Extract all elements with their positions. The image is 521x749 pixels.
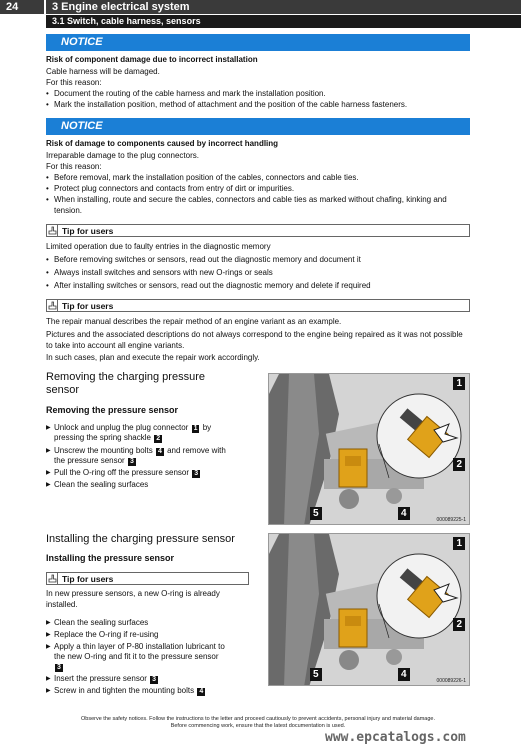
installing-section-title: Installing the charging pressure sensor xyxy=(46,533,235,545)
callout-key: 1 xyxy=(193,425,198,432)
removing-subtitle: Removing the pressure sensor xyxy=(46,405,179,415)
notice-2-line2: For this reason: xyxy=(46,162,102,171)
notice-label: NOTICE xyxy=(61,120,103,132)
notice-1-line1: Cable harness will be damaged. xyxy=(46,67,160,76)
figure-callout-4: 4 xyxy=(398,668,410,681)
tip-box-3 xyxy=(46,572,249,585)
tip-1-bullet: • Always install switches and sensors with new O-rings or seals xyxy=(46,267,470,278)
tip-1-bullet: • After installing switches or sensors, read out the diagnostic memory and delete if required xyxy=(46,280,470,291)
figure-callout-5: 5 xyxy=(310,668,322,681)
notice-label: NOTICE xyxy=(61,36,103,48)
figure-code: 000089225-1 xyxy=(436,517,466,523)
installing-step: ▶ Insert the pressure sensor 3 xyxy=(46,674,261,684)
section-title: 3.1 Switch, cable harness, sensors xyxy=(46,15,521,28)
notice-banner-2 xyxy=(46,118,470,135)
tip-label: Tip for users xyxy=(62,226,114,236)
notice-1-title: Risk of component damage due to incorrect installation xyxy=(46,55,258,64)
footer-line-1: Observe the safety notices. Follow the instructions to the letter and proceed cautiously to prevent accidents, personal injury and material damage. xyxy=(80,716,436,722)
installing-figure xyxy=(268,533,470,686)
removing-section-title: Removing the charging pressure sensor xyxy=(46,371,205,396)
callout-key: 3 xyxy=(194,470,199,477)
tip-label: Tip for users xyxy=(62,301,114,311)
installing-subtitle: Installing the pressure sensor xyxy=(46,553,175,563)
hand-pointer-icon xyxy=(47,573,58,584)
removing-step: ▶ Clean the sealing surfaces xyxy=(46,480,261,490)
tip-box-2 xyxy=(46,299,470,312)
hand-pointer-icon xyxy=(47,225,58,236)
installing-step: ▶ Clean the sealing surfaces xyxy=(46,618,261,628)
figure-callout-2: 2 xyxy=(453,458,465,471)
notice-2-title: Risk of damage to components caused by incorrect handling xyxy=(46,139,279,148)
page-header xyxy=(0,0,521,30)
callout-key: 3 xyxy=(57,664,61,671)
tip-label: Tip for users xyxy=(62,574,114,584)
removing-step: ▶ Pull the O-ring off the pressure sensor 3 xyxy=(46,468,261,478)
notice-2-line1: Irreparable damage to the plug connectors. xyxy=(46,151,199,160)
page-number: 24 xyxy=(0,0,44,14)
notice-banner-1 xyxy=(46,34,470,51)
tip-box-1 xyxy=(46,224,470,237)
figure-code: 000089226-1 xyxy=(436,678,466,684)
installing-tip-text: In new pressure sensors, a new O-ring is already installed. xyxy=(46,589,220,609)
notice-1-bullet: • Document the routing of the cable harness and mark the installation position. xyxy=(46,88,470,99)
watermark: www.epcatalogs.com xyxy=(325,730,466,745)
callout-key: 3 xyxy=(129,458,134,465)
tip-2-line3: In such cases, plan and execute the repair work accordingly. xyxy=(46,353,260,362)
notice-1-line2: For this reason: xyxy=(46,78,102,87)
figure-callout-2: 2 xyxy=(453,618,465,631)
page-footer xyxy=(46,716,470,730)
tip-1-bullet: • Before removing switches or sensors, read out the diagnostic memory and document it xyxy=(46,254,470,265)
installing-step: ▶ Replace the O-ring if re-using xyxy=(46,630,261,640)
footer-line-2: Before commencing work, ensure that the latest documentation is used. xyxy=(170,723,346,729)
figure-callout-1: 1 xyxy=(453,377,465,390)
notice-2-bullet: • Protect plug connectors and contacts from entry of dirt or impurities. xyxy=(46,183,470,194)
hand-pointer-icon xyxy=(47,300,58,311)
tip-2-line2: Pictures and the associated descriptions do not always correspond to the engine being repaired as it was not possible to take into account all engine variants. xyxy=(46,330,463,350)
callout-key: 4 xyxy=(199,688,204,695)
removing-step: ▶ Unlock and unplug the plug connector 1 by pressing the spring shackle 2 xyxy=(46,423,261,443)
installing-step: ▶ Screw in and tighten the mounting bolts 4 xyxy=(46,686,261,696)
notice-2-bullet: • When installing, route and secure the cables, connectors and cable ties as marked without chafing, kinking and tension. xyxy=(46,194,466,216)
figure-callout-4: 4 xyxy=(398,507,410,520)
removing-figure xyxy=(268,373,470,525)
callout-key: 4 xyxy=(157,448,162,455)
notice-2-bullet: • Before removal, mark the installation position of the cables, connectors and cable ties. xyxy=(46,172,470,183)
callout-key: 2 xyxy=(156,435,161,442)
tip-1-line1: Limited operation due to faulty entries in the diagnostic memory xyxy=(46,242,271,251)
figure-callout-1: 1 xyxy=(453,537,465,550)
chapter-title: 3 Engine electrical system xyxy=(46,0,521,14)
installing-step: ▶ Apply a thin layer of P-80 installation lubricant to the new O-ring and fit it to the pressure sensor 3 xyxy=(46,642,261,672)
removing-step: ▶ Unscrew the mounting bolts 4 and remove with the pressure sensor 3 xyxy=(46,446,261,466)
figure-callout-5: 5 xyxy=(310,507,322,520)
tip-2-line1: The repair manual describes the repair method of an engine variant as an example. xyxy=(46,317,342,326)
callout-key: 3 xyxy=(152,676,157,683)
notice-1-bullet: • Mark the installation position, method of attachment and the position of the cable harness fasteners. xyxy=(46,99,470,110)
